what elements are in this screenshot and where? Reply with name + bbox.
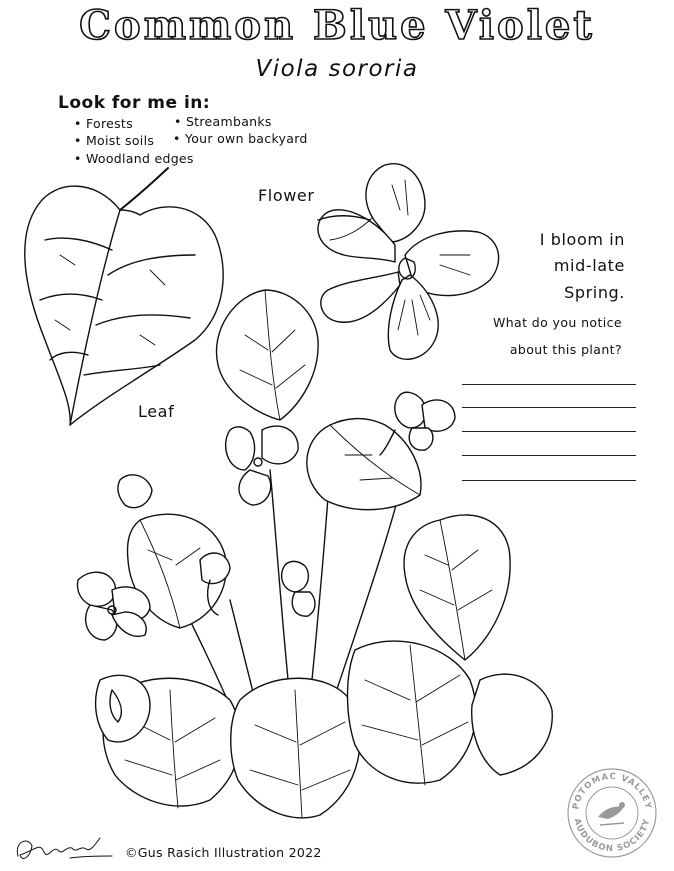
habitat-item-woodland-edges: • Woodland edges: [74, 151, 194, 166]
habitat-heading: Look for me in:: [58, 93, 211, 113]
answer-line[interactable]: [462, 480, 636, 481]
svg-text:AUDUBON SOCIETY: AUDUBON SOCIETY: [571, 817, 653, 855]
habitat-item-forests: • Forests: [74, 116, 133, 131]
prompt-line-1: What do you notice: [492, 315, 622, 330]
answer-line[interactable]: [462, 407, 636, 408]
answer-line[interactable]: [462, 455, 636, 456]
page-title: Common Blue Violet: [79, 2, 595, 49]
habitat-item-backyard: • Your own backyard: [173, 131, 308, 146]
answer-line[interactable]: [462, 384, 636, 385]
bloom-line-2: mid-late: [553, 256, 625, 275]
scientific-name: Viola sororia: [255, 56, 419, 82]
flower-label: Flower: [258, 186, 315, 205]
answer-line[interactable]: [462, 431, 636, 432]
leaf-drawing: [25, 168, 223, 425]
habitat-item-streambanks: • Streambanks: [174, 114, 272, 129]
habitat-item-moist-soils: • Moist soils: [74, 133, 155, 148]
prompt-line-2: about this plant?: [509, 342, 622, 357]
leaf-label: Leaf: [138, 402, 175, 421]
svg-text:POTOMAC VALLEY: POTOMAC VALLEY: [571, 771, 653, 811]
artist-signature: [17, 838, 112, 858]
illustration-credit: ©Gus Rasich Illustration 2022: [125, 845, 322, 860]
audubon-society-logo: [564, 765, 660, 861]
bloom-line-3: Spring.: [564, 283, 625, 302]
bloom-line-1: I bloom in: [539, 230, 625, 249]
